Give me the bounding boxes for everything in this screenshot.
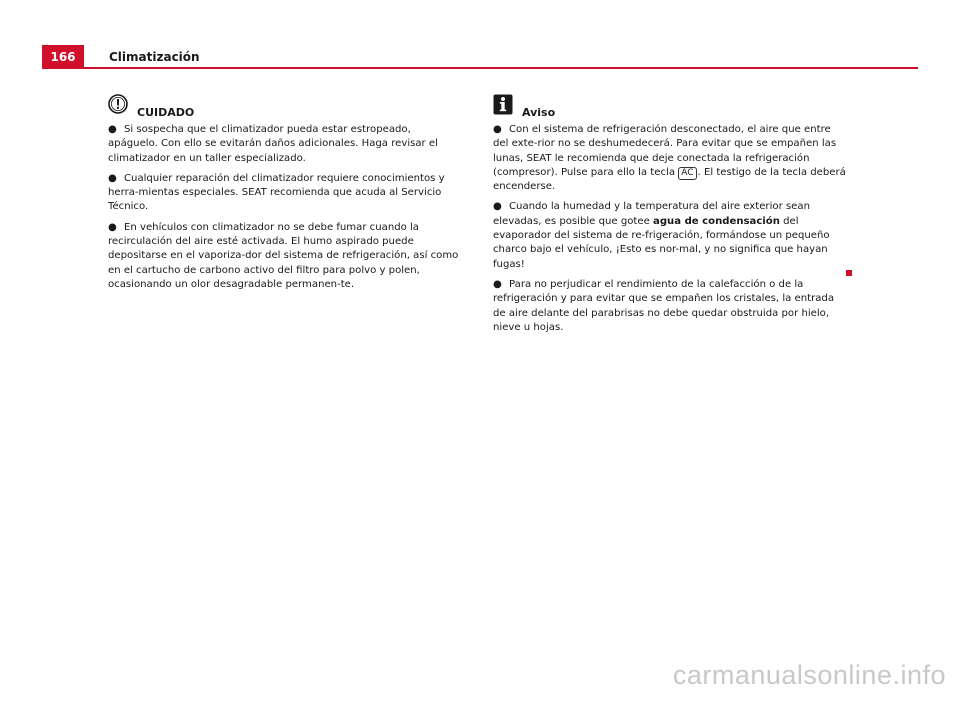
bullet: ● xyxy=(493,278,502,290)
info-icon xyxy=(493,94,513,115)
section-end-marker xyxy=(846,270,852,276)
bullet: ● xyxy=(493,124,502,135)
bold-term: agua de condensación xyxy=(653,215,780,227)
cuidado-item: ● En vehículos con climatizador no se debe fumar cuando la recirculación del aire esté activada. El humo aspirado puede depositarse en el vaporiza-dor del sistema de refrigeración, así como en el cartucho de carbono activo del filtro para polvo y polen, ocasionando un olor desagradable permanen-te. xyxy=(108,221,459,290)
aviso-item: ● Para no perjudicar el rendimiento de la calefacción o de la refrigeración y para evitar que se empañen los cristales, la entrada de aire delante del parabrisas no debe quedar obstruida por hielo, nieve u hojas. xyxy=(493,278,835,333)
bullet: ● xyxy=(108,124,117,135)
watermark: carmanualsonline.info xyxy=(672,660,946,690)
cuidado-title: CUIDADO xyxy=(137,106,195,119)
ac-key: AC xyxy=(678,167,696,180)
cuidado-box xyxy=(108,97,463,298)
warning-icon xyxy=(108,94,128,114)
aviso-header xyxy=(493,97,848,123)
bullet: ● xyxy=(108,221,117,233)
aviso-title: Aviso xyxy=(522,106,556,119)
page-number: 166 xyxy=(42,45,84,67)
cuidado-item: ● Si sospecha que el climatizador pueda estar estropeado, apáguelo. Con ello se evitarán daños adicionales. Haga revisar el climatizador en un taller especializado. xyxy=(108,124,438,164)
aviso-item: ● Con el sistema de refrigeración desconectado, el aire que entre del exte-rior no se deshumedecerá. Para evitar que se empañen las lunas, SEAT le recomienda que deje conectada la refrigeración (compresor). Pulse para ello la tecla AC . El testigo de la tecla deberá encenderse. xyxy=(493,124,846,193)
page-header xyxy=(42,45,918,69)
aviso-item: ● Cuando la humedad y la temperatura del aire exterior sean elevadas, es posible que gotee agua de condensación del evaporador del sistema de re-frigeración, formándose un pequeño charco bajo el vehículo, ¡Esto es nor-mal, y no significa que hayan fugas! xyxy=(493,201,830,270)
bullet: ● xyxy=(493,201,502,213)
chapter-title: Climatización xyxy=(109,50,200,64)
cuidado-header xyxy=(108,97,463,123)
aviso-box xyxy=(493,97,848,341)
cuidado-item: ● Cualquier reparación del climatizador requiere conocimientos y herra-mientas especiales. SEAT recomienda que acuda al Servicio Técnico. xyxy=(108,172,445,213)
bullet: ● xyxy=(108,172,117,184)
